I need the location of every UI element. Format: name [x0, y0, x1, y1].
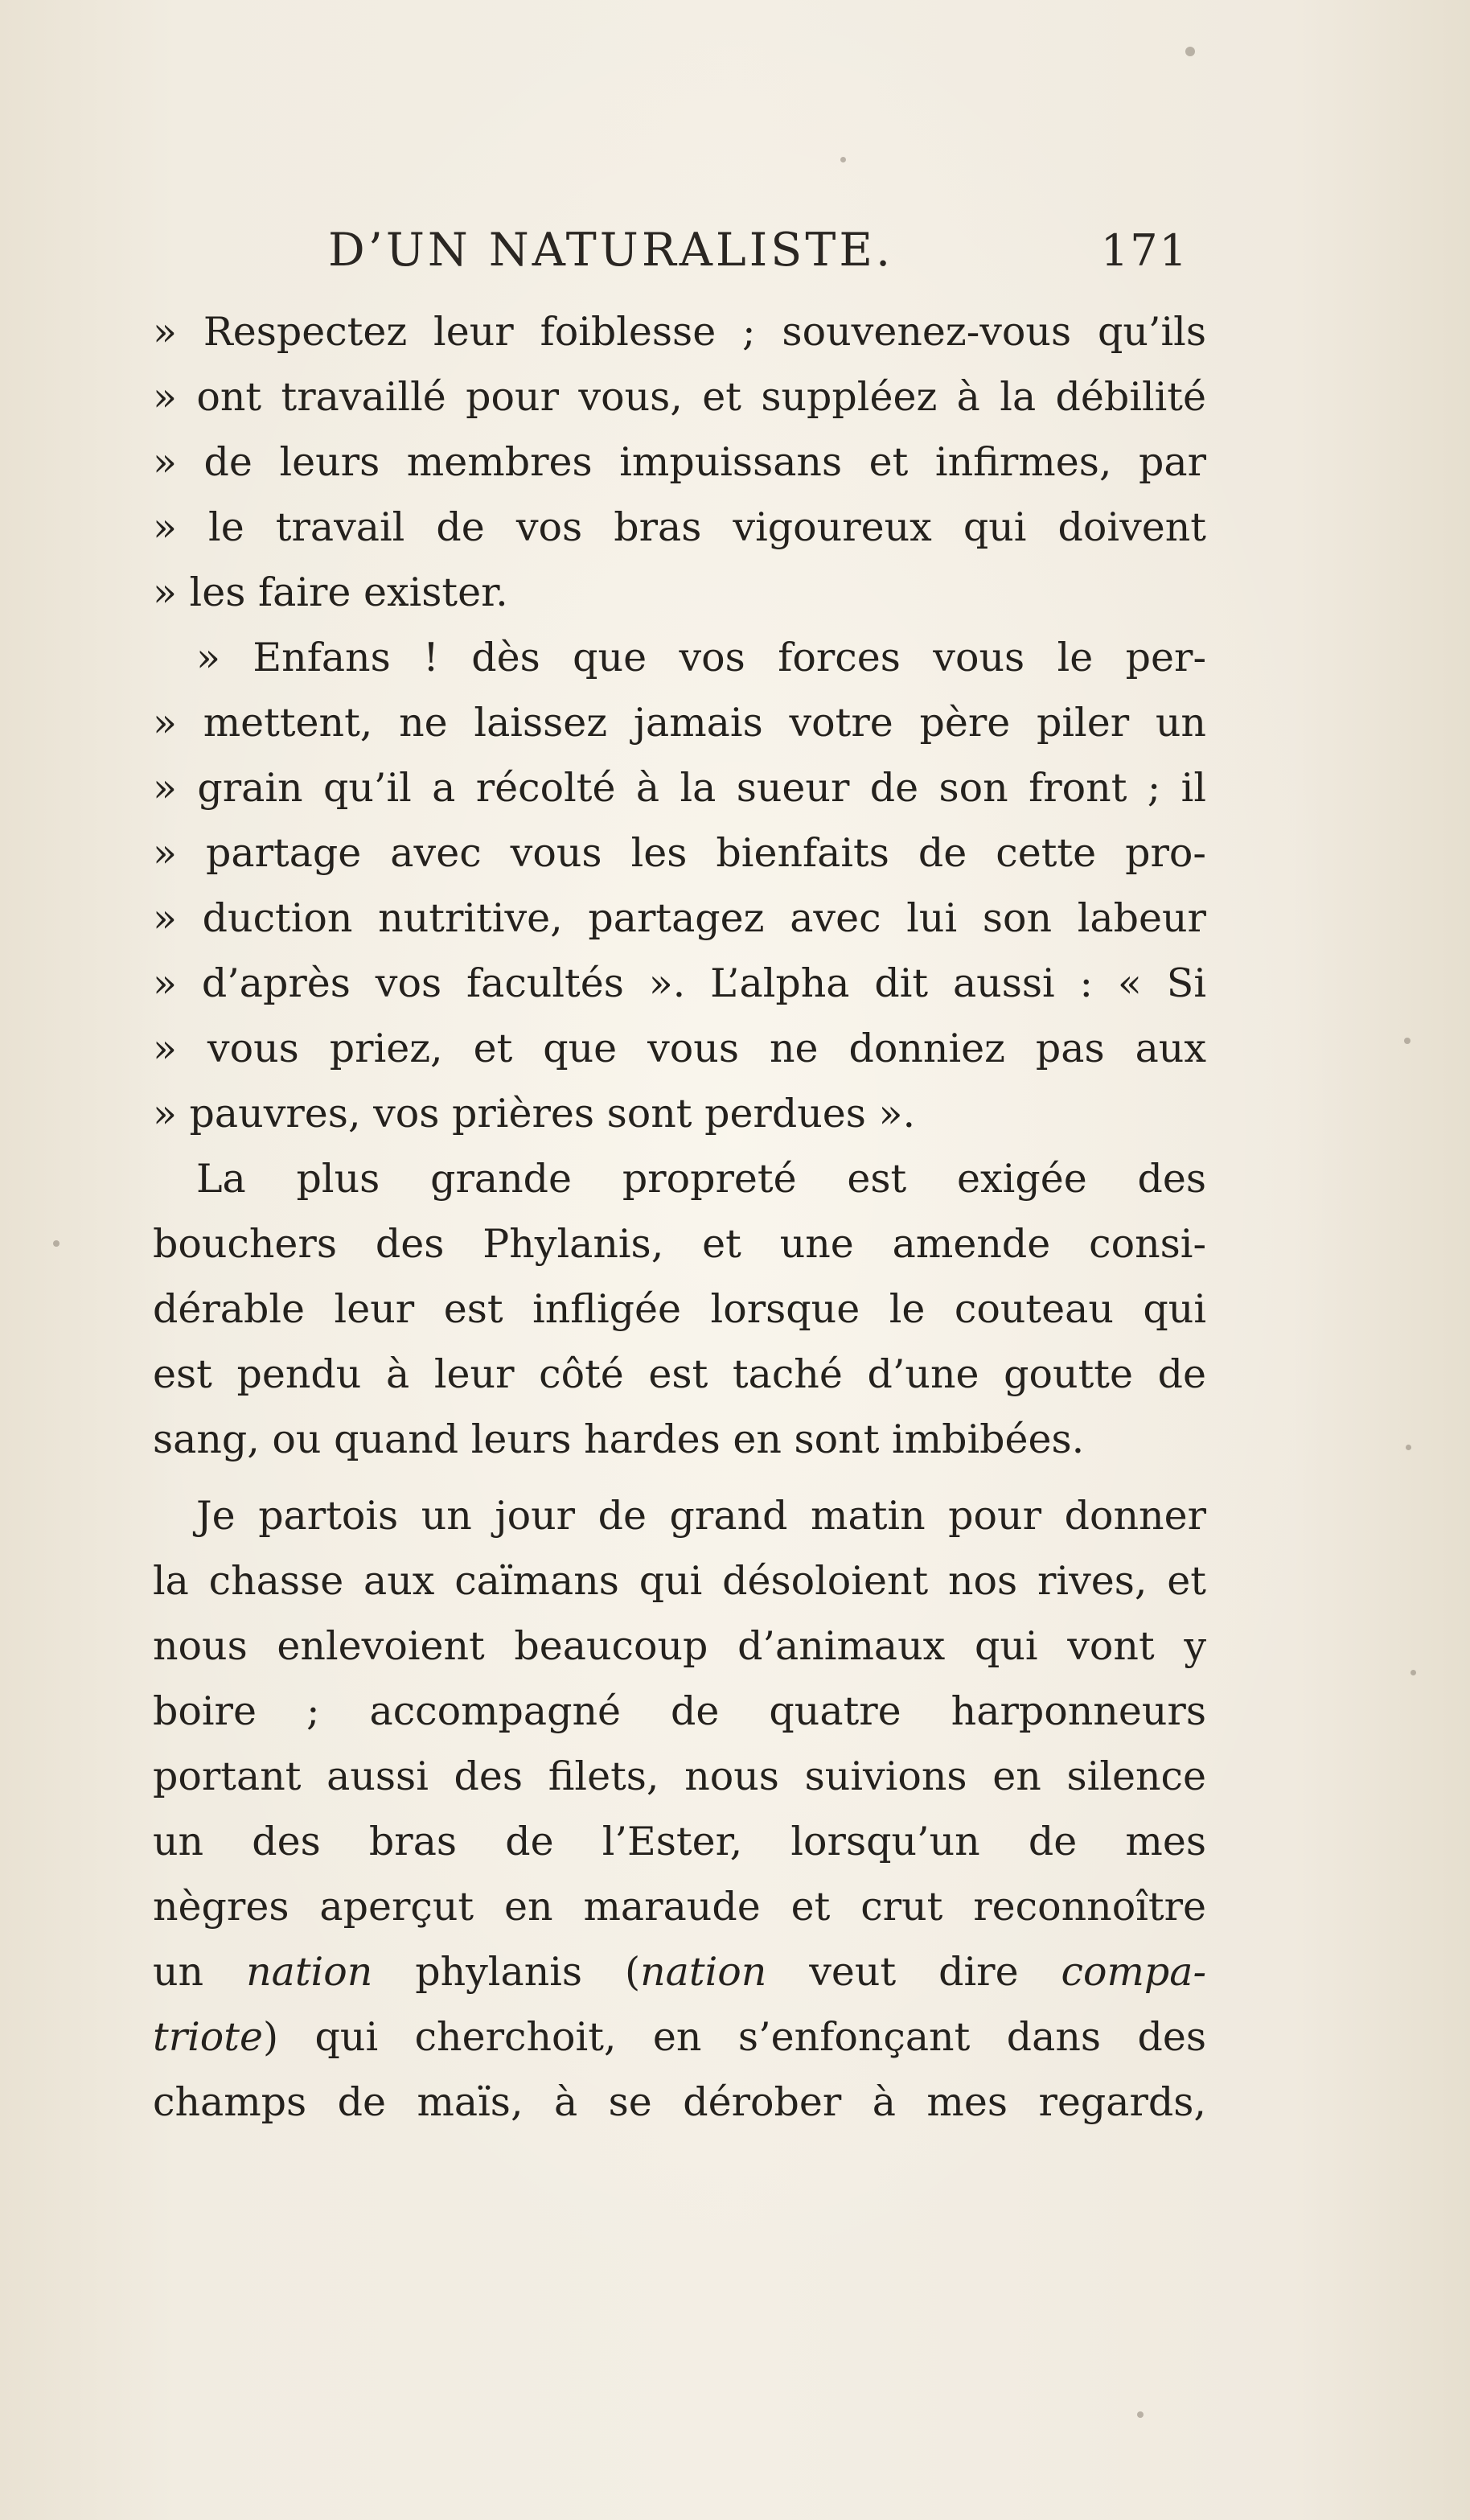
- text-line: portant aussi des filets, nous suivions en silence: [153, 1753, 1206, 1799]
- running-head: [328, 224, 1197, 288]
- paper-speck: [1406, 1445, 1411, 1450]
- text-line: champs de maïs, à se dérober à mes regards,: [153, 2079, 1206, 2125]
- text-line: » partage avec vous les bienfaits de cette pro-: [153, 830, 1206, 876]
- text-line: la chasse aux caïmans qui désoloient nos rives, et: [153, 1558, 1206, 1604]
- text-line-mixed: [153, 2004, 1206, 2070]
- paper-speck: [840, 157, 846, 162]
- text-line: » de leurs membres impuissans et infirmes, par: [153, 439, 1206, 485]
- text-line: boire ; accompagné de quatre harponneurs: [153, 1688, 1206, 1734]
- text-line: » grain qu’il a récolté à la sueur de son front ; il: [153, 765, 1206, 811]
- text-run-italic: triote: [153, 2014, 263, 2060]
- text-line: » pauvres, vos prières sont perdues ».: [153, 1091, 916, 1137]
- text-line-mixed: [153, 1939, 1206, 2004]
- text-line: » duction nutritive, partagez avec lui son labeur: [153, 895, 1206, 941]
- body-text: [153, 299, 1206, 2135]
- text-line: » mettent, ne laissez jamais votre père piler un: [153, 700, 1206, 746]
- text-line: » d’après vos facultés ». L’alpha dit aussi : « Si: [153, 960, 1206, 1006]
- text-line: bouchers des Phylanis, et une amende consi-: [153, 1221, 1206, 1267]
- text-run: ) qui cherchoit, en s’enfonçant dans des: [262, 2014, 1206, 2060]
- text-line: » ont travaillé pour vous, et suppléez à la débilité: [153, 374, 1206, 420]
- text-line: » vous priez, et que vous ne donniez pas aux: [153, 1026, 1206, 1071]
- text-line: » les faire exister.: [153, 569, 508, 615]
- text-run: un: [153, 1949, 204, 1995]
- text-run: veut dire: [809, 1949, 1019, 1995]
- paper-speck: [1137, 2411, 1144, 2418]
- text-line: Je partois un jour de grand matin pour donner: [196, 1493, 1206, 1539]
- text-run: phylanis (: [415, 1949, 641, 1995]
- text-line: » le travail de vos bras vigoureux qui doivent: [153, 504, 1206, 550]
- text-run-italic: nation: [640, 1949, 767, 1995]
- page-number: 171: [1100, 225, 1189, 276]
- running-title: D’UN NATURALISTE.: [328, 224, 894, 277]
- text-line: » Respectez leur foiblesse ; souvenez-vous qu’ils: [153, 309, 1206, 355]
- paper-speck: [1185, 47, 1195, 56]
- text-line: » Enfans ! dès que vos forces vous le per-: [196, 635, 1206, 680]
- text-line: nègres aperçut en maraude et crut reconnoître: [153, 1884, 1206, 1930]
- text-line: La plus grande propreté est exigée des: [196, 1156, 1206, 1202]
- text-line: est pendu à leur côté est taché d’une goutte de: [153, 1351, 1206, 1397]
- text-run-italic: compa-: [1061, 1949, 1206, 1995]
- paper-speck: [1410, 1670, 1416, 1675]
- text-run-italic: nation: [246, 1949, 373, 1995]
- text-line: sang, ou quand leurs hardes en sont imbibées.: [153, 1416, 1085, 1462]
- paper-speck: [53, 1240, 60, 1247]
- text-line: un des bras de l’Ester, lorsqu’un de mes: [153, 1819, 1206, 1864]
- text-line: nous enlevoient beaucoup d’animaux qui vont y: [153, 1623, 1206, 1669]
- paper-speck: [1404, 1038, 1410, 1044]
- text-line: dérable leur est infligée lorsque le couteau qui: [153, 1286, 1206, 1332]
